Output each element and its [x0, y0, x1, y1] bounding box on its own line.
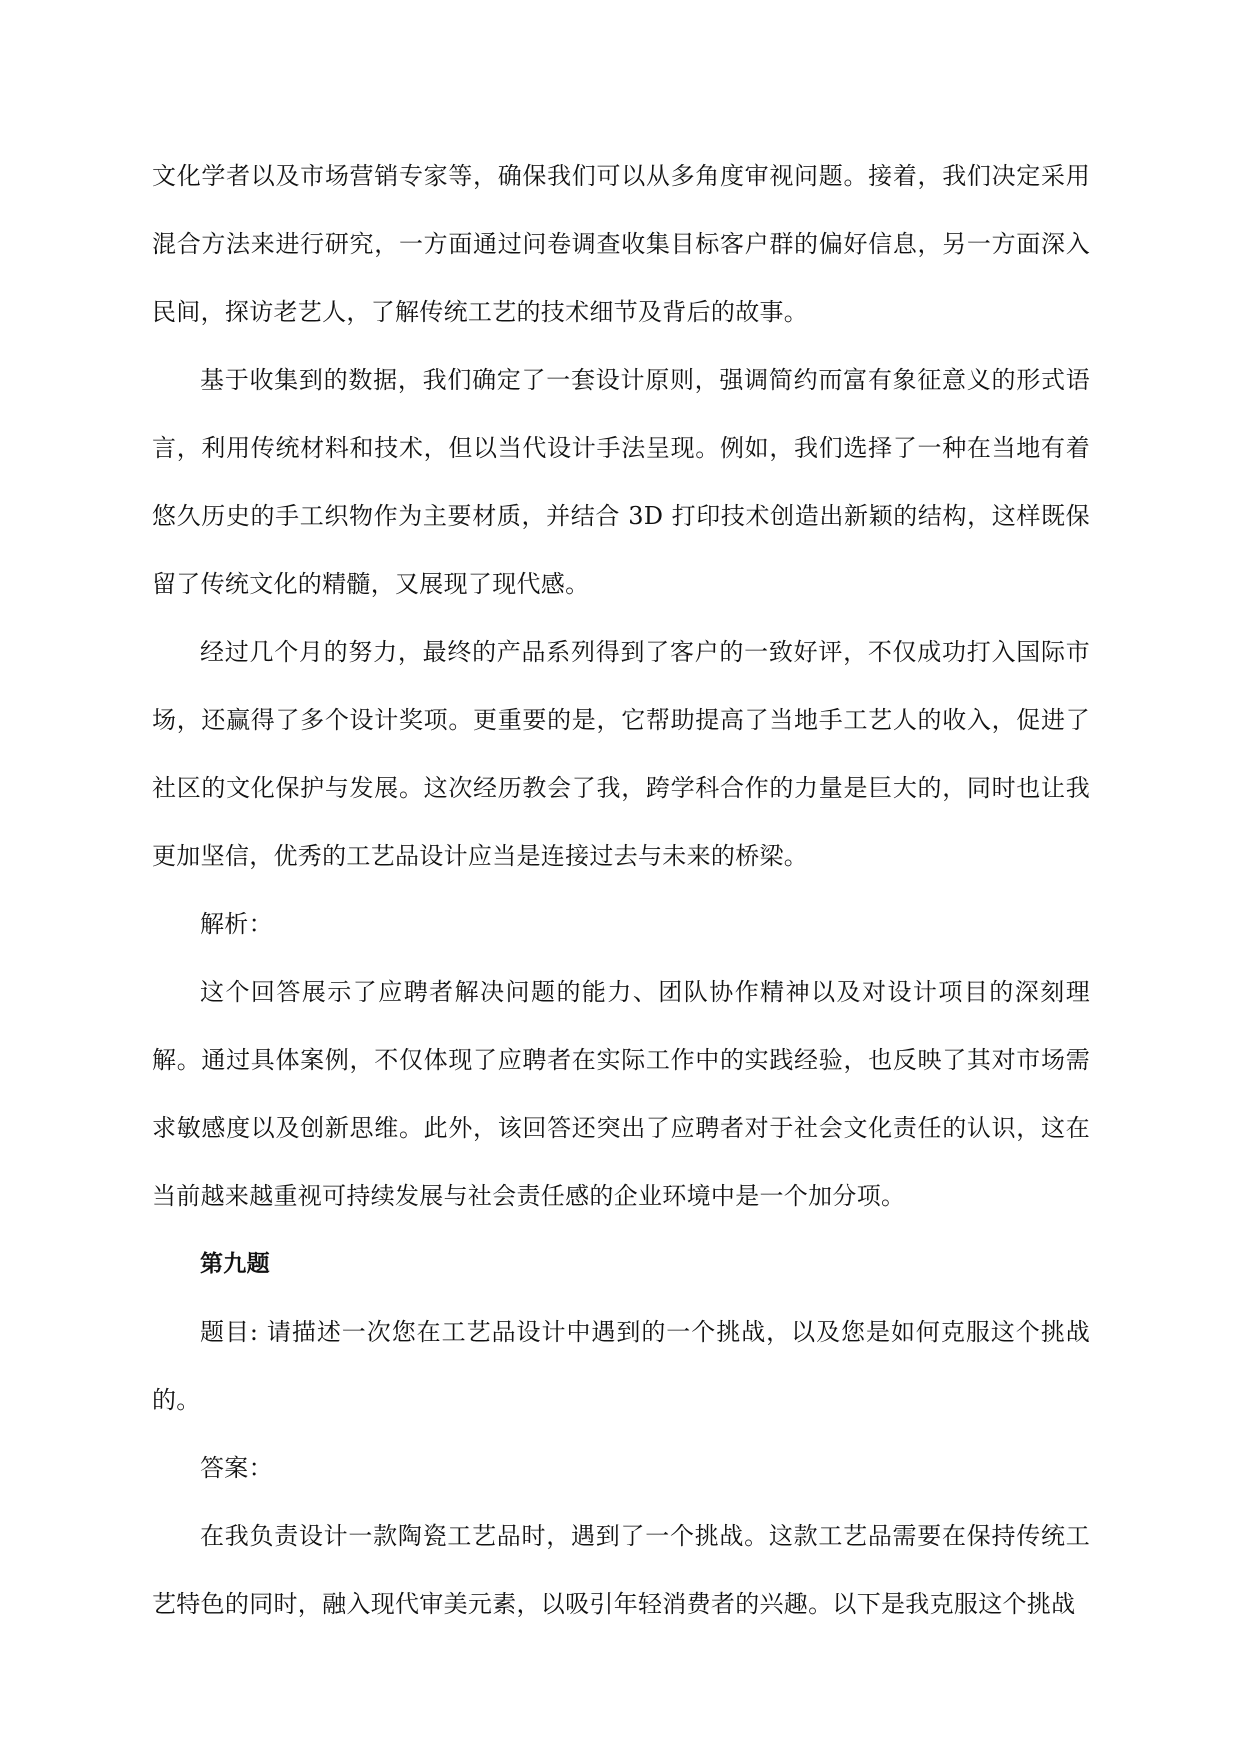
- paragraph-outcome: 经过几个月的努力，最终的产品系列得到了客户的一致好评，不仅成功打入国际市场，还赢得了多个设计奖项。更重要的是，它帮助提高了当地手工艺人的收入，促进了社区的文化保护与发展。这次经历教会了我，跨学科合作的力量是巨大的，同时也让我更加坚信，优秀的工艺品设计应当是连接过去与未来的桥梁。: [152, 638, 1090, 870]
- analysis-label: 解析：: [200, 910, 273, 938]
- question-prompt: 题目: 请描述一次您在工艺品设计中遇到的一个挑战，以及您是如何克服这个挑战的。: [152, 1318, 1090, 1414]
- paragraph-continuation-research: 文化学者以及市场营销专家等，确保我们可以从多角度审视问题。接着，我们决定采用混合方法来进行研究，一方面通过问卷调查收集目标客户群的偏好信息，另一方面深入民间，探访老艺人，了解传统工艺的技术细节及背后的故事。: [152, 162, 1090, 326]
- paragraph-analysis: 这个回答展示了应聘者解决问题的能力、团队协作精神以及对设计项目的深刻理解。通过具体案例，不仅体现了应聘者在实际工作中的实践经验，也反映了其对市场需求敏感度以及创新思维。此外，该回答还突出了应聘者对于社会文化责任的认识，这在当前越来越重视可持续发展与社会责任感的企业环境中是一个加分项。: [152, 978, 1090, 1210]
- section-heading-question-9: 第九题: [200, 1251, 270, 1277]
- answer-label: 答案：: [200, 1454, 273, 1482]
- document-body: [152, 142, 1090, 1638]
- paragraph-design-principles: 基于收集到的数据，我们确定了一套设计原则，强调简约而富有象征意义的形式语言，利用传统材料和技术，但以当代设计手法呈现。例如，我们选择了一种在当地有着悠久历史的手工织物作为主要材质，并结合 3D 打印技术创造出新颖的结构，这样既保留了传统文化的精髓，又展现了现代感。: [152, 366, 1090, 598]
- paragraph-answer: 在我负责设计一款陶瓷工艺品时，遇到了一个挑战。这款工艺品需要在保持传统工艺特色的同时，融入现代审美元素，以吸引年轻消费者的兴趣。以下是我克服这个挑战: [152, 1522, 1090, 1618]
